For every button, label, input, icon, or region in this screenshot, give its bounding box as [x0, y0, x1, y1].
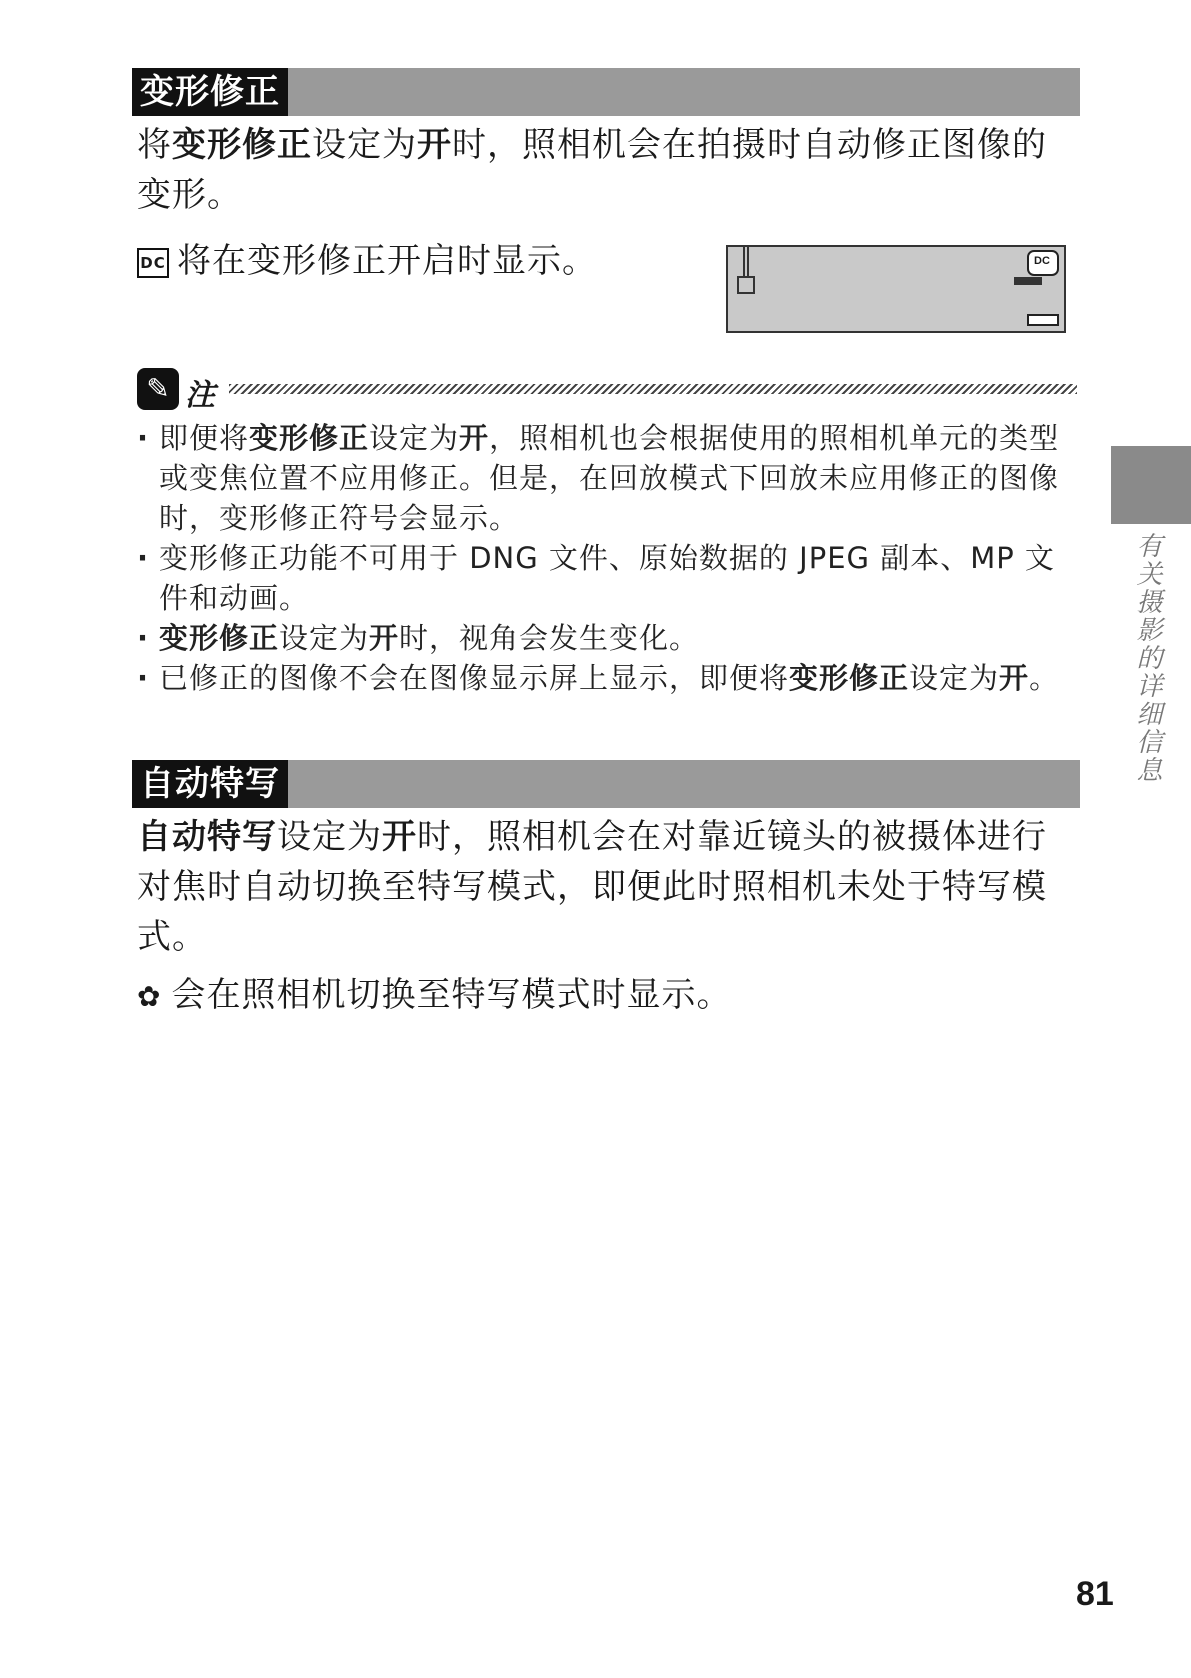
setting-value: 开 — [417, 125, 452, 165]
dc-icon-description: DC 将在变形修正开启时显示。 — [137, 236, 697, 286]
lcd-graphic — [728, 247, 1064, 331]
section-title: 自动特写 — [132, 760, 288, 808]
macro-icon-description: ✿ 会在照相机切换至特写模式时显示。 — [137, 970, 1077, 1022]
note-label: 注 — [185, 378, 215, 413]
dc-icon: DC — [137, 248, 169, 278]
page-number: 81 — [1076, 1575, 1114, 1613]
section-header-auto-macro — [132, 760, 1080, 808]
list-item: · 变形修正设定为开时，视角会发生变化。 — [137, 618, 1077, 658]
setting-name: 变形修正 — [172, 125, 312, 165]
list-item: · 即便将变形修正设定为开，照相机也会根据使用的照相机单元的类型或变焦位置不应用修正。但是，在回放模式下回放未应用修正的图像时，变形修正符号会显示。 — [137, 418, 1077, 538]
lcd-display-illustration — [726, 245, 1066, 333]
chapter-tab — [1111, 446, 1191, 524]
section-title: 变形修正 — [132, 68, 288, 116]
auto-macro-description: 自动特写设定为开时，照相机会在对靠近镜头的被摄体进行对焦时自动切换至特写模式，即便此时照相机未处于特写模式。 — [137, 817, 1047, 957]
list-item: · 已修正的图像不会在图像显示屏上显示，即便将变形修正设定为开。 — [137, 658, 1077, 698]
pencil-icon: ✎ — [137, 368, 179, 410]
chapter-title: 有关摄影的详细信息 — [1132, 532, 1162, 784]
distortion-description: 将变形修正设定为开时，照相机会在拍摄时自动修正图像的变形。 — [137, 125, 1047, 215]
section-header-distortion — [132, 68, 1080, 116]
note-header — [137, 368, 1077, 414]
note-divider — [229, 384, 1077, 394]
lcd-dc-badge: DC — [1034, 255, 1050, 267]
note-list — [137, 418, 1077, 698]
macro-flower-icon: ✿ — [137, 980, 162, 1013]
list-item: · 变形修正功能不可用于 DNG 文件、原始数据的 JPEG 副本、MP 文件和动画。 — [137, 538, 1077, 618]
